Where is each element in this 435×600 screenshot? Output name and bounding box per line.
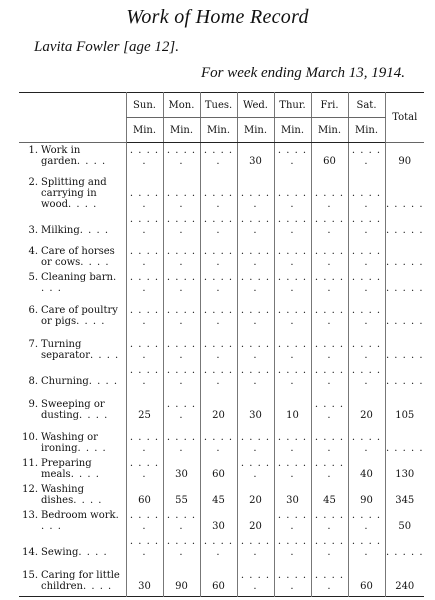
activity-cell [19, 458, 126, 484]
minutes-cell: . . . . . [163, 331, 200, 365]
activity-number: 9. [28, 398, 38, 410]
activity-cell [19, 331, 126, 365]
unit-header: Min. [274, 118, 311, 143]
minutes-cell: . . . . . [274, 458, 311, 484]
total-cell: . . . . . [385, 331, 424, 365]
minutes-cell: . . . . . [237, 562, 274, 597]
activity-label [21, 547, 124, 558]
record-title: Work of Home Record [126, 6, 309, 28]
minutes-cell: . . . . . [126, 510, 163, 536]
minutes-cell: . . . . . [311, 298, 348, 331]
activity-number: 14. [22, 546, 38, 558]
minutes-cell: 30 [274, 484, 311, 510]
table-row [19, 240, 424, 272]
dot-leader: . . . . [82, 581, 113, 592]
total-header: Total [385, 93, 424, 143]
day-header: Sun. [126, 93, 163, 118]
activity-label [21, 339, 124, 361]
minutes-cell: . . . . . [311, 562, 348, 597]
activity-cell [19, 214, 126, 240]
minutes-cell: . . . . . [237, 171, 274, 214]
day-header: Fri. [311, 93, 348, 118]
minutes-cell: . . . . . [200, 365, 237, 391]
activity-number: 10. [22, 431, 38, 443]
table-row [19, 272, 424, 298]
minutes-cell: . . . . . [163, 214, 200, 240]
activity-number: 11. [22, 457, 38, 469]
minutes-cell: . . . . . [200, 331, 237, 365]
minutes-cell: . . . . . [126, 536, 163, 562]
minutes-cell: 20 [348, 391, 385, 425]
minutes-cell: 30 [237, 391, 274, 425]
minutes-cell: . . . . . [311, 331, 348, 365]
minutes-cell: . . . . . [163, 391, 200, 425]
total-cell: . . . . . [385, 298, 424, 331]
activity-cell [19, 171, 126, 214]
activity-number: 7. [28, 338, 38, 350]
minutes-cell: 60 [348, 562, 385, 597]
dot-leader: . . . . [89, 349, 120, 361]
activity-cell [19, 484, 126, 510]
minutes-cell: 30 [126, 562, 163, 597]
total-cell: 50 [385, 510, 424, 536]
unit-header: Min. [163, 118, 200, 143]
minutes-cell: 60 [200, 562, 237, 597]
dot-leader: . . . . [88, 375, 119, 387]
minutes-cell: . . . . . [200, 240, 237, 272]
minutes-cell: 45 [200, 484, 237, 510]
minutes-cell: 40 [348, 458, 385, 484]
activity-label [21, 570, 124, 592]
minutes-cell: . . . . . [348, 425, 385, 458]
activity-text: Cleaning barn [41, 271, 113, 283]
dot-leader: . . . . [80, 256, 110, 268]
activity-label [21, 272, 124, 294]
activity-text: Milking [41, 224, 80, 236]
dot-leader: . . . . [77, 442, 107, 454]
week-ending-line: For week ending March 13, 1914. [201, 65, 405, 81]
activity-label [21, 225, 124, 236]
unit-header: Min. [237, 118, 274, 143]
minutes-cell: . . . . . [274, 272, 311, 298]
minutes-cell: 10 [274, 391, 311, 425]
activity-number: 13. [22, 509, 38, 521]
minutes-cell: . . . . . [348, 214, 385, 240]
minutes-cell: . . . . . [348, 331, 385, 365]
minutes-cell: . . . . . [163, 298, 200, 331]
minutes-cell: 20 [237, 484, 274, 510]
minutes-cell: . . . . . [348, 510, 385, 536]
minutes-cell: . . . . . [237, 425, 274, 458]
table-row [19, 391, 424, 425]
table-row [19, 214, 424, 240]
total-cell: . . . . . [385, 272, 424, 298]
minutes-cell: 55 [163, 484, 200, 510]
minutes-cell: . . . . . [200, 143, 237, 171]
minutes-cell: . . . . . [163, 143, 200, 171]
day-header: Thur. [274, 93, 311, 118]
minutes-cell: . . . . . [126, 298, 163, 331]
minutes-cell: . . . . . [311, 391, 348, 425]
minutes-cell: . . . . . [274, 562, 311, 597]
minutes-cell: . . . . . [348, 298, 385, 331]
minutes-cell: . . . . . [163, 536, 200, 562]
dot-leader: . . . . [68, 198, 98, 210]
minutes-cell: 60 [126, 484, 163, 510]
table-row [19, 562, 424, 597]
activity-text: Caring for little children [41, 570, 120, 592]
activity-number: 1. [28, 144, 38, 156]
activity-text: Sweeping or dusting [41, 398, 105, 421]
dot-leader: . . . . [70, 468, 100, 480]
minutes-cell: . . . . . [311, 240, 348, 272]
activity-number: 15. [22, 570, 38, 581]
day-header: Tues. [200, 93, 237, 118]
unit-header: Min. [200, 118, 237, 143]
dot-leader: . . . . [79, 409, 109, 421]
minutes-cell: . . . . . [237, 214, 274, 240]
minutes-cell: . . . . . [126, 171, 163, 214]
minutes-cell: . . . . . [311, 536, 348, 562]
minutes-cell: . . . . . [274, 365, 311, 391]
table-row [19, 331, 424, 365]
activity-cell [19, 298, 126, 331]
activity-text: Care of horses or cows [41, 245, 115, 268]
minutes-cell: . . . . . [126, 458, 163, 484]
minutes-cell: . . . . . [126, 331, 163, 365]
activity-cell [19, 143, 126, 171]
table-row [19, 510, 424, 536]
table-row [19, 365, 424, 391]
activity-text: Work in garden [41, 144, 81, 167]
minutes-cell: . . . . . [163, 171, 200, 214]
activity-cell [19, 425, 126, 458]
minutes-cell: . . . . . [200, 425, 237, 458]
minutes-cell: . . . . . [348, 365, 385, 391]
minutes-cell: . . . . . [348, 272, 385, 298]
activity-text: Washing dishes [41, 483, 84, 506]
activity-text: Preparing meals [41, 457, 92, 480]
activity-cell [19, 240, 126, 272]
total-cell: . . . . . [385, 425, 424, 458]
total-cell: . . . . . [385, 536, 424, 562]
total-cell: 345 [385, 484, 424, 510]
activity-text: Bedroom work [41, 509, 116, 521]
table-body [19, 143, 424, 597]
minutes-cell: . . . . . [126, 365, 163, 391]
minutes-cell: 25 [126, 391, 163, 425]
activity-text: Splitting and carrying in wood [41, 176, 107, 210]
minutes-cell: . . . . . [126, 425, 163, 458]
activity-label [21, 432, 124, 454]
minutes-cell: . . . . . [274, 240, 311, 272]
minutes-cell: . . . . . [163, 272, 200, 298]
activity-label [21, 376, 124, 387]
minutes-cell: . . . . . [311, 365, 348, 391]
minutes-cell: . . . . . [163, 240, 200, 272]
total-cell: 105 [385, 391, 424, 425]
dot-leader: . . . . [73, 494, 103, 506]
total-cell: . . . . . [385, 214, 424, 240]
table-row [19, 484, 424, 510]
minutes-cell: . . . . . [274, 214, 311, 240]
total-cell: . . . . . [385, 171, 424, 214]
total-cell: 130 [385, 458, 424, 484]
activity-label [21, 177, 124, 210]
minutes-cell: . . . . . [200, 536, 237, 562]
minutes-cell: . . . . . [311, 425, 348, 458]
table-row [19, 425, 424, 458]
minutes-cell: . . . . . [237, 458, 274, 484]
activity-label [21, 145, 124, 167]
minutes-cell: . . . . . [348, 171, 385, 214]
person-name: Lavita Fowler [age 12]. [34, 39, 179, 55]
activity-label [21, 305, 124, 327]
table-row [19, 143, 424, 171]
minutes-cell: . . . . . [274, 331, 311, 365]
minutes-cell: . . . . . [237, 365, 274, 391]
minutes-cell: . . . . . [274, 143, 311, 171]
activity-cell [19, 562, 126, 597]
minutes-cell: 45 [311, 484, 348, 510]
activity-cell [19, 365, 126, 391]
dot-leader: . . . . [41, 271, 118, 294]
activity-text: Washing or ironing [41, 431, 98, 454]
day-header: Mon. [163, 93, 200, 118]
minutes-cell: . . . . . [163, 425, 200, 458]
minutes-cell: . . . . . [274, 510, 311, 536]
minutes-cell: . . . . . [163, 365, 200, 391]
minutes-cell: . . . . . [200, 214, 237, 240]
minutes-cell: . . . . . [348, 143, 385, 171]
activity-text: Care of poultry or pigs [41, 304, 118, 327]
activity-number: 6. [28, 304, 38, 316]
minutes-cell: 60 [200, 458, 237, 484]
activity-cell [19, 391, 126, 425]
minutes-cell: . . . . . [237, 272, 274, 298]
total-cell: . . . . . [385, 365, 424, 391]
unit-header: Min. [126, 118, 163, 143]
minutes-cell: . . . . . [348, 240, 385, 272]
minutes-cell: . . . . . [237, 298, 274, 331]
minutes-cell: 30 [237, 143, 274, 171]
minutes-cell: 30 [200, 510, 237, 536]
minutes-cell: 90 [348, 484, 385, 510]
minutes-cell: . . . . . [126, 240, 163, 272]
activity-label [21, 246, 124, 268]
dot-leader: . . . . [76, 315, 106, 327]
minutes-cell: . . . . . [237, 536, 274, 562]
table-row [19, 536, 424, 562]
activity-text: Turning separator [41, 338, 90, 361]
table-row [19, 458, 424, 484]
activity-label [21, 484, 124, 506]
minutes-cell: 30 [163, 458, 200, 484]
table-row [19, 171, 424, 214]
minutes-cell: 60 [311, 143, 348, 171]
minutes-cell: . . . . . [311, 214, 348, 240]
minutes-cell: . . . . . [311, 510, 348, 536]
minutes-cell: . . . . . [126, 272, 163, 298]
minutes-cell: 90 [163, 562, 200, 597]
unit-header: Min. [311, 118, 348, 143]
minutes-cell: . . . . . [126, 143, 163, 171]
minutes-cell: . . . . . [200, 272, 237, 298]
minutes-cell: . . . . . [274, 298, 311, 331]
activity-label [21, 458, 124, 480]
activity-header [19, 93, 126, 143]
activity-number: 3. [28, 224, 38, 236]
activity-cell [19, 272, 126, 298]
day-header: Wed. [237, 93, 274, 118]
minutes-cell: . . . . . [126, 214, 163, 240]
minutes-cell: . . . . . [311, 272, 348, 298]
minutes-cell: . . . . . [200, 298, 237, 331]
minutes-cell: 20 [237, 510, 274, 536]
minutes-cell: . . . . . [237, 240, 274, 272]
minutes-cell: . . . . . [274, 425, 311, 458]
activity-number: 8. [28, 375, 38, 387]
activity-cell [19, 536, 126, 562]
day-header: Sat. [348, 93, 385, 118]
minutes-cell: . . . . . [274, 536, 311, 562]
total-cell: 240 [385, 562, 424, 597]
home-work-table [19, 92, 424, 597]
total-cell: . . . . . [385, 240, 424, 272]
minutes-cell: . . . . . [311, 171, 348, 214]
dot-leader: . . . . [41, 509, 120, 532]
dot-leader: . . . . [78, 546, 108, 558]
activity-label [21, 510, 124, 532]
minutes-cell: . . . . . [274, 171, 311, 214]
minutes-cell: . . . . . [237, 331, 274, 365]
minutes-cell: . . . . . [200, 171, 237, 214]
unit-header: Min. [348, 118, 385, 143]
activity-cell [19, 510, 126, 536]
day-header-row [19, 93, 424, 118]
minutes-cell: . . . . . [311, 458, 348, 484]
activity-number: 5. [28, 271, 38, 283]
activity-number: 12. [22, 483, 38, 495]
activity-number: 2. [28, 176, 38, 188]
minutes-cell: . . . . . [163, 510, 200, 536]
total-cell: 90 [385, 143, 424, 171]
minutes-cell: 20 [200, 391, 237, 425]
dot-leader: . . . . [76, 155, 107, 167]
activity-text: Sewing [41, 546, 79, 558]
activity-number: 4. [28, 245, 38, 257]
activity-label [21, 399, 124, 421]
dot-leader: . . . . [79, 224, 110, 236]
activity-text: Churning [41, 375, 89, 387]
table-row [19, 298, 424, 331]
minutes-cell: . . . . . [348, 536, 385, 562]
